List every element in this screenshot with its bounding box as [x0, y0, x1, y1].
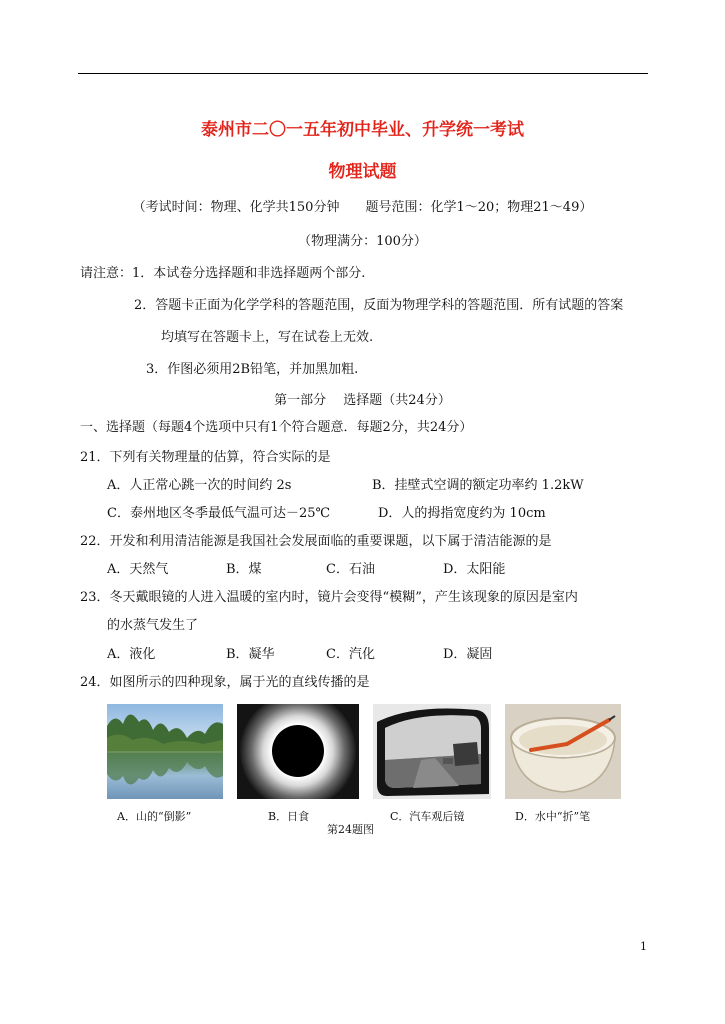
- question-22-option-a: A．天然气: [107, 562, 169, 577]
- question-22-option-c: C．石油: [326, 562, 375, 577]
- exam-subtitle: 物理试题: [328, 162, 397, 182]
- photo-bent-pencil: [505, 704, 621, 799]
- question-22-stem: 22．开发和利用清洁能源是我国社会发展面临的重要课题，以下属于清洁能源的是: [80, 534, 552, 549]
- part-1-heading: 第一部分 选择题（共24分）: [274, 393, 451, 408]
- header-rule: [78, 73, 648, 74]
- question-23-option-b: B．凝华: [226, 647, 275, 662]
- caption-a: A．山的“倒影”: [117, 810, 192, 823]
- solar-eclipse-image: [237, 704, 359, 799]
- page-number: 1: [640, 940, 647, 953]
- note-1: 请注意：1．本试卷分选择题和非选择题两个部分.: [80, 266, 366, 281]
- caption-c: C．汽车观后镜: [390, 810, 465, 823]
- car-mirror-image: [373, 704, 491, 799]
- question-24-stem: 24．如图所示的四种现象，属于光的直线传播的是: [80, 675, 370, 690]
- caption-d: D．水中“折”笔: [515, 810, 591, 823]
- question-21-option-a: A．人正常心跳一次的时间约 2s: [107, 478, 292, 493]
- bent-pencil-image: [505, 704, 621, 799]
- exam-time-info: （考试时间：物理、化学共150分钟 题号范围：化学1～20；物理21～49）: [132, 200, 593, 215]
- note-2-line-1: 2．答题卡正面为化学学科的答题范围，反面为物理学科的答题范围．所有试题的答案: [134, 298, 624, 313]
- mountain-reflection-image: [107, 704, 223, 799]
- question-23-stem-line-1: 23．冬天戴眼镜的人进入温暖的室内时，镜片会变得“模糊”，产生该现象的原因是室内: [80, 590, 578, 605]
- question-21-stem: 21．下列有关物理量的估算，符合实际的是: [80, 450, 331, 465]
- figure-label: 第24题图: [327, 823, 374, 836]
- full-score-info: （物理满分：100分）: [298, 234, 427, 249]
- question-22-option-b: B．煤: [226, 562, 262, 577]
- photo-mountain-reflection: [107, 704, 223, 799]
- photo-solar-eclipse: [237, 704, 359, 799]
- question-23-option-d: D．凝固: [443, 647, 493, 662]
- note-2-line-2: 均填写在答题卡上，写在试卷上无效.: [161, 330, 374, 345]
- caption-b: B．日食: [268, 810, 310, 823]
- section-1-heading: 一、选择题（每题4个选项中只有1个符合题意．每题2分，共24分）: [80, 420, 473, 435]
- question-21-option-c: C．泰州地区冬季最低气温可达－25℃: [107, 506, 331, 521]
- question-23-option-c: C．汽化: [326, 647, 375, 662]
- question-22-option-d: D．太阳能: [443, 562, 506, 577]
- note-3: 3．作图必须用2B铅笔，并加黑加粗.: [146, 362, 359, 377]
- exam-title: 泰州市二〇一五年初中毕业、升学统一考试: [201, 120, 524, 140]
- photo-car-mirror: [373, 704, 491, 799]
- question-21-option-b: B．挂壁式空调的额定功率约 1.2kW: [372, 478, 584, 493]
- question-23-option-a: A．液化: [107, 647, 156, 662]
- question-23-stem-line-2: 的水蒸气发生了: [107, 618, 199, 633]
- question-21-option-d: D．人的拇指宽度约为 10cm: [378, 506, 546, 521]
